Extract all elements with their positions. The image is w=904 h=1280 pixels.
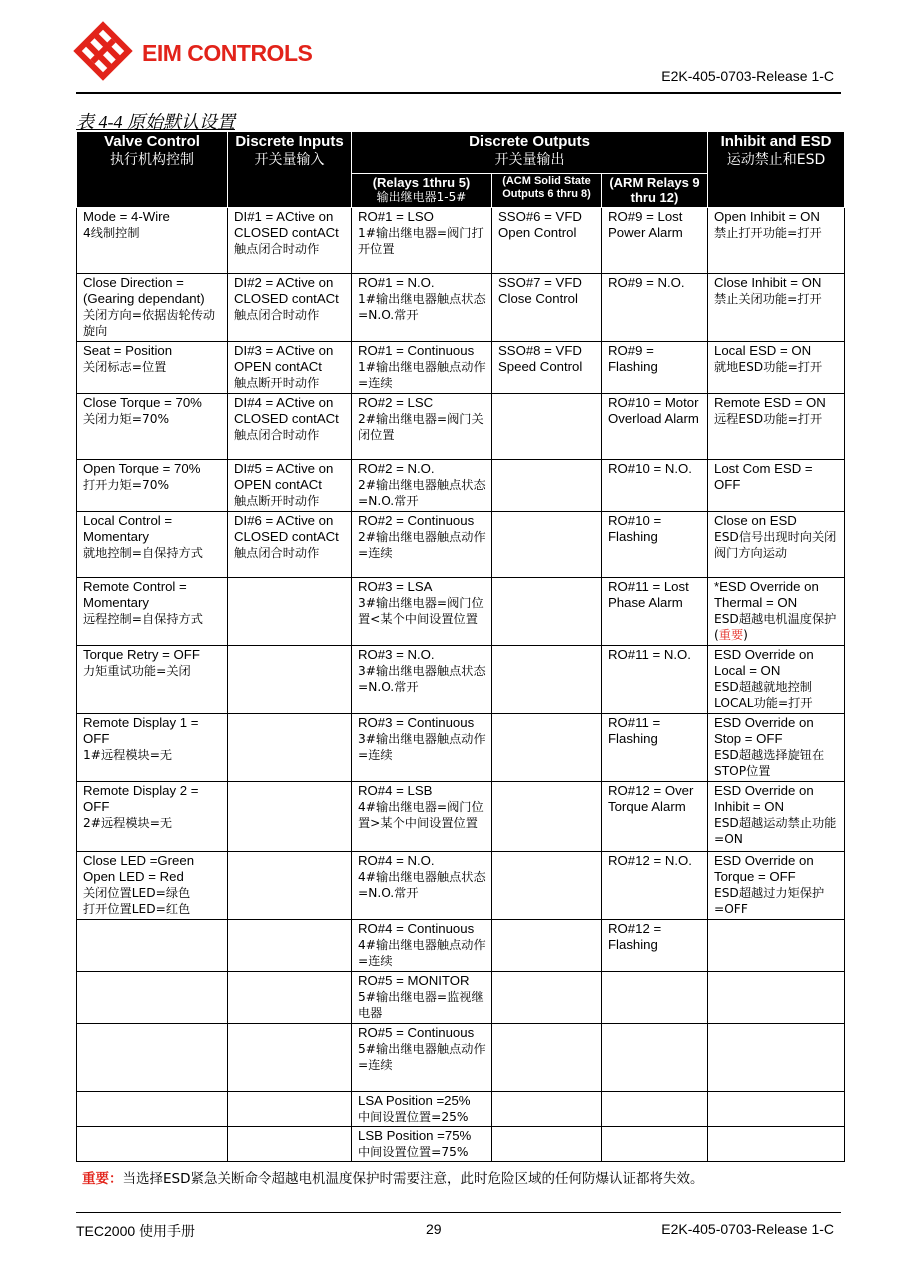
cell-esd-cn: ESD超越选择旋钮在STOP位置 <box>714 748 825 778</box>
brand-name: EIM CONTROLS <box>142 40 313 66</box>
cell-esd <box>708 646 845 714</box>
cell-esd-en: Local ESD = ON <box>714 343 812 358</box>
table-row <box>77 394 845 460</box>
doc-id-top: E2K-405-0703-Release 1-C <box>661 68 834 84</box>
cell-arm-en: RO#11 = N.O. <box>608 647 691 662</box>
cell-ro <box>352 578 492 646</box>
cell-valve <box>77 1127 228 1162</box>
cell-ro-en: RO#2 = Continuous <box>358 513 475 528</box>
cell-ro-en: RO#2 = LSC <box>358 395 434 410</box>
cell-sso <box>492 972 602 1024</box>
cell-ro-cn: 4#输出继电器触点动作=连续 <box>358 938 486 968</box>
cell-sso <box>492 714 602 782</box>
cell-arm <box>602 852 708 920</box>
cell-valve-cn: 力矩重试功能=关闭 <box>83 664 191 678</box>
cell-valve <box>77 342 228 394</box>
table-row <box>77 972 845 1024</box>
cell-esd <box>708 208 845 274</box>
cell-di <box>228 972 352 1024</box>
cell-sso <box>492 1092 602 1127</box>
footer-doc-id: E2K-405-0703-Release 1-C <box>661 1221 834 1237</box>
cell-esd-cn: 禁止关闭功能=打开 <box>714 292 822 306</box>
cell-arm-en: RO#9 = N.O. <box>608 275 685 290</box>
table-row <box>77 1092 845 1127</box>
cell-ro-en: RO#3 = N.O. <box>358 647 435 662</box>
cell-ro-en: RO#2 = N.O. <box>358 461 435 476</box>
table-row <box>77 208 845 274</box>
cell-esd <box>708 1024 845 1092</box>
cell-arm-en: RO#10 = N.O. <box>608 461 692 476</box>
cell-valve <box>77 274 228 342</box>
cell-valve <box>77 920 228 972</box>
cell-ro <box>352 646 492 714</box>
cell-esd <box>708 274 845 342</box>
table-title: 表 4-4 原始默认设置 <box>76 112 235 132</box>
cell-di <box>228 714 352 782</box>
cell-ro-cn: 4#输出继电器触点状态=N.O.常开 <box>358 870 486 900</box>
cell-esd-en: *ESD Override on Thermal = ON <box>714 579 819 610</box>
cell-esd-en: Close on ESD <box>714 513 797 528</box>
cell-ro-en: LSB Position =75% <box>358 1128 472 1143</box>
cell-ro <box>352 782 492 852</box>
cell-valve-en: Torque Retry = OFF <box>83 647 200 662</box>
col-header-acm: (ACM Solid State Outputs 6 thru 8) <box>492 174 602 208</box>
cell-esd <box>708 782 845 852</box>
cell-di-en: DI#3 = ACtive on OPEN contACt <box>234 343 334 374</box>
cell-ro-en: RO#3 = Continuous <box>358 715 475 730</box>
cell-esd-en: ESD Override on Inhibit = ON <box>714 783 814 814</box>
cell-ro-cn: 2#输出继电器=阀门关闭位置 <box>358 412 484 442</box>
table-row <box>77 852 845 920</box>
cell-valve-cn: 关闭力矩=70% <box>83 412 170 426</box>
cell-esd-cn: ESD超越过力矩保护=OFF <box>714 886 825 916</box>
cell-valve-en: Close LED =Green Open LED = Red <box>83 853 195 884</box>
cell-valve-en: Remote Control = Momentary <box>83 579 187 610</box>
cell-di <box>228 460 352 512</box>
cell-sso <box>492 274 602 342</box>
cell-ro-en: LSA Position =25% <box>358 1093 471 1108</box>
cell-valve-en: Remote Display 1 = OFF <box>83 715 199 746</box>
cell-di <box>228 852 352 920</box>
cell-valve <box>77 460 228 512</box>
cell-arm <box>602 274 708 342</box>
cell-sso <box>492 208 602 274</box>
table-row <box>77 646 845 714</box>
cell-ro <box>352 512 492 578</box>
cell-esd <box>708 1127 845 1162</box>
cell-ro-cn: 2#输出继电器触点状态=N.O.常开 <box>358 478 486 508</box>
cell-di <box>228 578 352 646</box>
footnote-text: 当选择ESD紧急关断命令超越电机温度保护时需要注意，此时危险区域的任何防爆认证都将失效。 <box>122 1171 704 1187</box>
cell-arm <box>602 1092 708 1127</box>
footer-rule <box>76 1212 841 1213</box>
col-header-relays: (Relays 1thru 5) 输出继电器1-5# <box>352 174 492 208</box>
eim-logo-icon <box>72 20 134 82</box>
cell-valve-en: Close Torque = 70% <box>83 395 202 410</box>
cell-ro <box>352 394 492 460</box>
cell-di-cn: 触点断开时动作 <box>234 376 320 390</box>
cell-valve <box>77 782 228 852</box>
cell-ro-cn: 2#输出继电器触点动作=连续 <box>358 530 486 560</box>
cell-arm-en: RO#12 = Flashing <box>608 921 662 952</box>
cell-esd-en: Lost Com ESD = OFF <box>714 461 813 492</box>
cell-arm-en: RO#11 = Lost Phase Alarm <box>608 579 689 610</box>
table-row <box>77 578 845 646</box>
cell-esd-en: Close Inhibit = ON <box>714 275 822 290</box>
cell-di-en: DI#6 = ACtive on CLOSED contACt <box>234 513 339 544</box>
cell-arm-en: RO#10 = Flashing <box>608 513 662 544</box>
cell-arm <box>602 1127 708 1162</box>
footer-manual-title: TEC2000 使用手册 <box>76 1223 196 1239</box>
cell-valve-en: Seat = Position <box>83 343 173 358</box>
footnote <box>82 1167 704 1187</box>
cell-di <box>228 512 352 578</box>
cell-valve-cn: 关闭标志=位置 <box>83 360 167 374</box>
cell-ro <box>352 342 492 394</box>
cell-valve-cn: 关闭方向=依据齿轮传动旋向 <box>83 308 216 338</box>
cell-ro-en: RO#1 = LSO <box>358 209 434 224</box>
cell-ro <box>352 1092 492 1127</box>
cell-sso <box>492 1127 602 1162</box>
cell-esd-cn: 远程ESD功能=打开 <box>714 412 823 426</box>
cell-ro <box>352 208 492 274</box>
cell-ro <box>352 1024 492 1092</box>
col-header-discrete-inputs: Discrete Inputs 开关量输入 <box>228 132 352 208</box>
cell-di <box>228 1092 352 1127</box>
cell-arm-en: RO#9 = Flashing <box>608 343 658 374</box>
cell-esd-cn: ESD超越电机温度保护(重要) <box>714 612 837 642</box>
cell-di-cn: 触点闭合时动作 <box>234 308 320 322</box>
cell-ro-en: RO#5 = Continuous <box>358 1025 475 1040</box>
cell-ro-cn: 中间设置位置=75% <box>358 1145 469 1159</box>
table-row <box>77 920 845 972</box>
cell-ro <box>352 920 492 972</box>
cell-ro <box>352 852 492 920</box>
table-row <box>77 782 845 852</box>
cell-di-en: DI#5 = ACtive on OPEN contACt <box>234 461 334 492</box>
cell-valve <box>77 714 228 782</box>
cell-esd-cn: ESD信号出现时向关闭阀门方向运动 <box>714 530 837 560</box>
cell-di <box>228 208 352 274</box>
cell-di <box>228 782 352 852</box>
cell-di-cn: 触点闭合时动作 <box>234 242 320 256</box>
cell-arm <box>602 578 708 646</box>
cell-ro-en: RO#4 = N.O. <box>358 853 435 868</box>
cell-sso-en: SSO#6 = VFD Open Control <box>498 209 582 240</box>
cell-arm <box>602 394 708 460</box>
default-settings-table <box>76 131 845 1162</box>
cell-ro-cn: 5#输出继电器触点动作=连续 <box>358 1042 486 1072</box>
cell-sso <box>492 512 602 578</box>
cell-di <box>228 394 352 460</box>
cell-sso <box>492 782 602 852</box>
cell-sso <box>492 852 602 920</box>
cell-valve <box>77 512 228 578</box>
cell-di-en: DI#4 = ACtive on CLOSED contACt <box>234 395 339 426</box>
cell-esd-en: Remote ESD = ON <box>714 395 826 410</box>
table-row <box>77 714 845 782</box>
cell-valve-cn: 打开力矩=70% <box>83 478 170 492</box>
cell-ro-cn: 4#输出继电器=阀门位置>某个中间设置位置 <box>358 800 484 830</box>
cell-di-en: DI#1 = ACtive on CLOSED contACt <box>234 209 339 240</box>
cell-valve <box>77 972 228 1024</box>
cell-valve-cn: 就地控制=自保持方式 <box>83 546 203 560</box>
cell-di <box>228 1024 352 1092</box>
cell-esd-en: Open Inhibit = ON <box>714 209 820 224</box>
cell-sso <box>492 578 602 646</box>
cell-esd <box>708 1092 845 1127</box>
cell-ro-cn: 5#输出继电器=监视继电器 <box>358 990 484 1020</box>
cell-valve-cn: 远程控制=自保持方式 <box>83 612 203 626</box>
cell-esd <box>708 714 845 782</box>
cell-esd <box>708 512 845 578</box>
cell-sso-en: SSO#7 = VFD Close Control <box>498 275 582 306</box>
cell-ro <box>352 714 492 782</box>
cell-ro <box>352 274 492 342</box>
cell-esd <box>708 920 845 972</box>
cell-ro-cn: 3#输出继电器触点状态=N.O.常开 <box>358 664 486 694</box>
cell-esd <box>708 852 845 920</box>
cell-ro-cn: 3#输出继电器触点动作=连续 <box>358 732 486 762</box>
cell-ro-en: RO#4 = LSB <box>358 783 433 798</box>
header-rule <box>76 92 841 94</box>
cell-arm <box>602 208 708 274</box>
important-mark: 重要 <box>718 628 744 642</box>
cell-valve-en: Close Direction = (Gearing dependant) <box>83 275 205 306</box>
cell-esd-en: ESD Override on Torque = OFF <box>714 853 814 884</box>
cell-arm <box>602 920 708 972</box>
cell-sso <box>492 342 602 394</box>
cell-ro <box>352 1127 492 1162</box>
cell-valve-cn: 1#远程模块=无 <box>83 748 173 762</box>
col-header-arm: (ARM Relays 9 thru 12) <box>602 174 708 208</box>
cell-arm <box>602 782 708 852</box>
col-header-valve-control: Valve Control 执行机构控制 <box>77 132 228 208</box>
table-row <box>77 460 845 512</box>
table-row <box>77 1127 845 1162</box>
cell-esd <box>708 342 845 394</box>
cell-di <box>228 920 352 972</box>
cell-valve <box>77 646 228 714</box>
cell-arm <box>602 342 708 394</box>
cell-di-cn: 触点断开时动作 <box>234 494 320 508</box>
cell-di <box>228 342 352 394</box>
cell-sso <box>492 394 602 460</box>
cell-esd <box>708 578 845 646</box>
cell-ro-en: RO#1 = Continuous <box>358 343 475 358</box>
cell-valve <box>77 578 228 646</box>
cell-valve <box>77 1092 228 1127</box>
cell-arm <box>602 646 708 714</box>
col-header-discrete-outputs: Discrete Outputs 开关量输出 <box>352 132 708 174</box>
cell-esd <box>708 394 845 460</box>
cell-ro-en: RO#4 = Continuous <box>358 921 475 936</box>
cell-arm-en: RO#12 = Over Torque Alarm <box>608 783 694 814</box>
cell-arm <box>602 512 708 578</box>
cell-ro-cn: 1#输出继电器触点动作=连续 <box>358 360 486 390</box>
cell-arm <box>602 460 708 512</box>
cell-ro-en: RO#5 = MONITOR <box>358 973 470 988</box>
footnote-label: 重要： <box>82 1171 123 1187</box>
cell-sso <box>492 460 602 512</box>
cell-esd-en: ESD Override on Local = ON <box>714 647 814 678</box>
cell-valve-en: Open Torque = 70% <box>83 461 201 476</box>
cell-valve <box>77 1024 228 1092</box>
cell-arm <box>602 1024 708 1092</box>
cell-esd-cn: ESD超越就地控制LOCAL功能=打开 <box>714 680 813 710</box>
cell-valve <box>77 852 228 920</box>
cell-ro <box>352 972 492 1024</box>
cell-esd-cn: ESD超越运动禁止功能=ON <box>714 816 837 846</box>
cell-esd-cn: 就地ESD功能=打开 <box>714 360 823 374</box>
cell-arm <box>602 972 708 1024</box>
cell-valve-cn: 2#远程模块=无 <box>83 816 173 830</box>
cell-arm-en: RO#10 = Motor Overload Alarm <box>608 395 699 426</box>
cell-valve-cn: 4线制控制 <box>83 226 140 240</box>
cell-valve-en: Local Control = Momentary <box>83 513 173 544</box>
col-header-inhibit-esd: Inhibit and ESD 运动禁止和ESD <box>708 132 845 208</box>
cell-valve-en: Remote Display 2 = OFF <box>83 783 199 814</box>
cell-valve-en: Mode = 4-Wire <box>83 209 170 224</box>
cell-ro-cn: 1#输出继电器触点状态=N.O.常开 <box>358 292 486 322</box>
cell-sso <box>492 920 602 972</box>
table-row <box>77 342 845 394</box>
cell-ro <box>352 460 492 512</box>
cell-esd <box>708 972 845 1024</box>
cell-esd-en: ESD Override on Stop = OFF <box>714 715 814 746</box>
cell-di-cn: 触点闭合时动作 <box>234 428 320 442</box>
cell-arm-en: RO#11 = Flashing <box>608 715 661 746</box>
cell-di-cn: 触点闭合时动作 <box>234 546 320 560</box>
table-row <box>77 1024 845 1092</box>
cell-ro-cn: 3#输出继电器=阀门位置<某个中间设置位置 <box>358 596 484 626</box>
cell-sso <box>492 646 602 714</box>
cell-ro-cn: 中间设置位置=25% <box>358 1110 469 1124</box>
cell-arm <box>602 714 708 782</box>
cell-esd-cn: 禁止打开功能=打开 <box>714 226 822 240</box>
cell-arm-en: RO#12 = N.O. <box>608 853 692 868</box>
cell-valve <box>77 208 228 274</box>
cell-sso-en: SSO#8 = VFD Speed Control <box>498 343 583 374</box>
cell-valve-cn: 关闭位置LED=绿色 打开位置LED=红色 <box>83 886 191 916</box>
table-row <box>77 512 845 578</box>
cell-valve <box>77 394 228 460</box>
cell-ro-cn: 1#输出继电器=阀门打开位置 <box>358 226 484 256</box>
cell-arm-en: RO#9 = Lost Power Alarm <box>608 209 683 240</box>
cell-sso <box>492 1024 602 1092</box>
cell-ro-en: RO#1 = N.O. <box>358 275 435 290</box>
cell-di <box>228 274 352 342</box>
table-row <box>77 274 845 342</box>
cell-di <box>228 646 352 714</box>
cell-di-en: DI#2 = ACtive on CLOSED contACt <box>234 275 339 306</box>
cell-esd <box>708 460 845 512</box>
page-number: 29 <box>426 1221 442 1237</box>
cell-ro-en: RO#3 = LSA <box>358 579 433 594</box>
cell-di <box>228 1127 352 1162</box>
